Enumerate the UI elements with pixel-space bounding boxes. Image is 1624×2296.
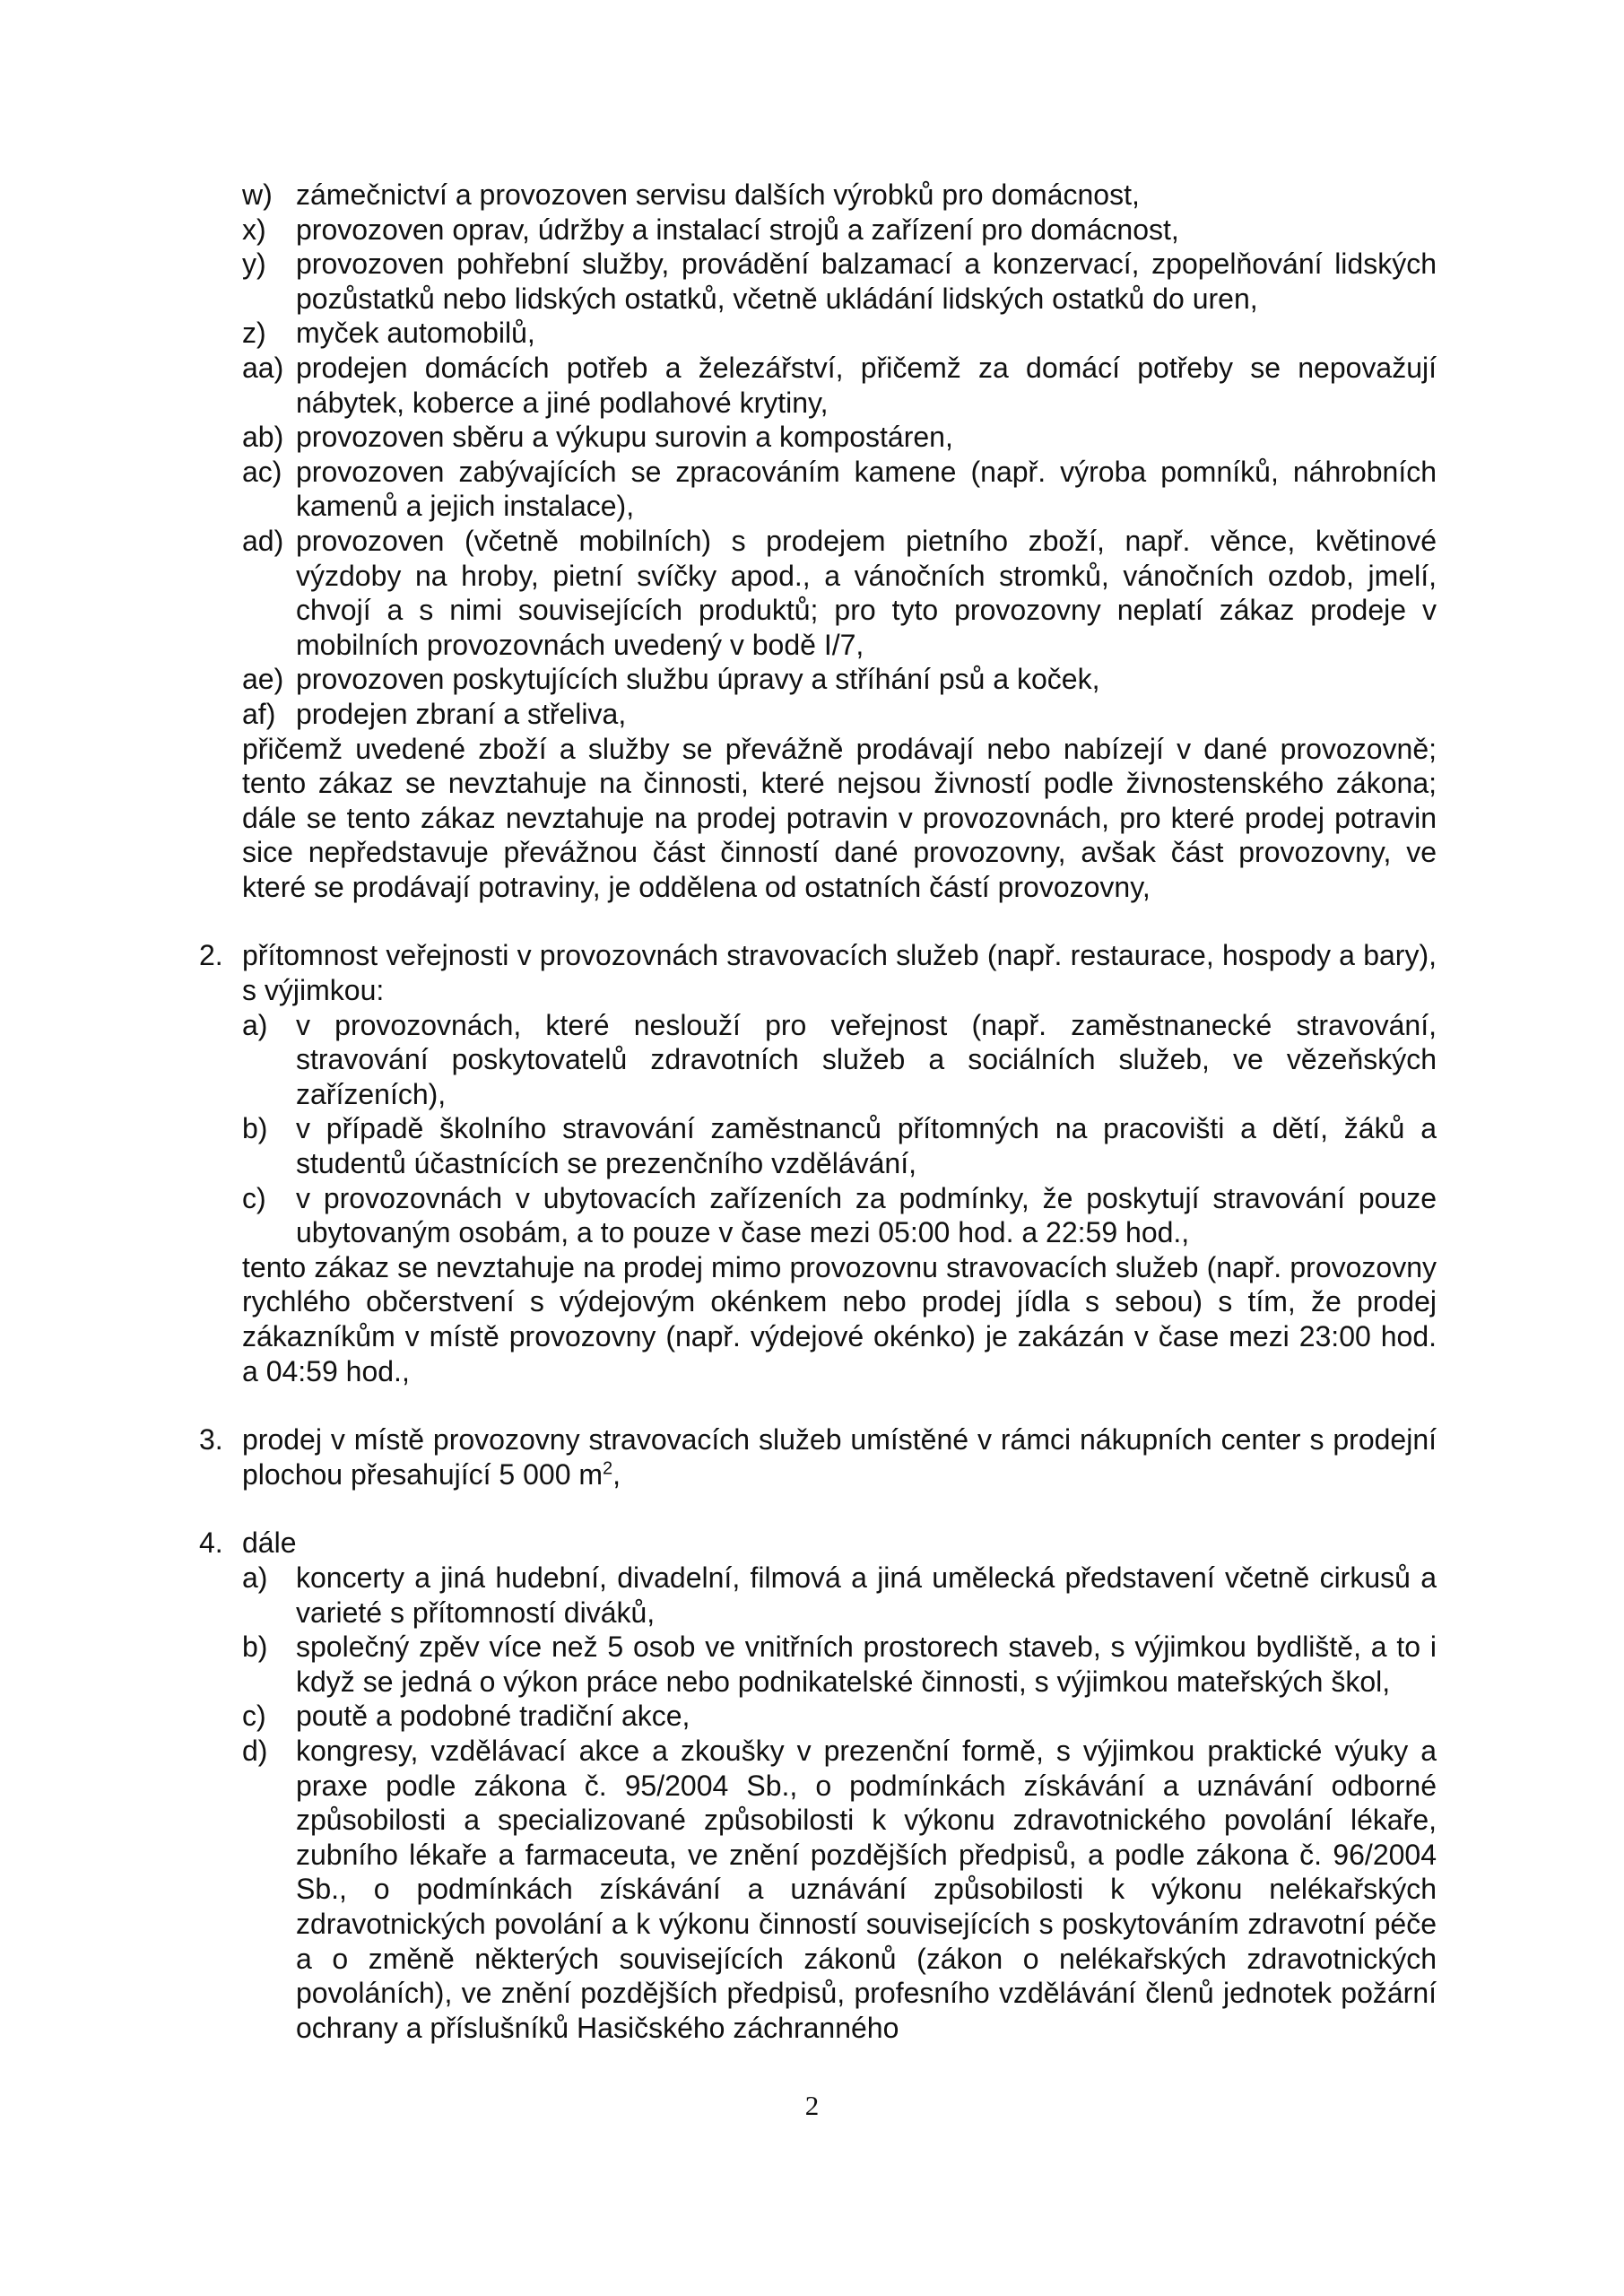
list-item-text: v provozovnách, které neslouží pro veřejnost (např. zaměstnanecké stravování, stravování poskytovatelů zdravotních služeb a sociálních služeb, ve vězeňských zařízeních),: [296, 1008, 1437, 1110]
list-item-label: a): [242, 1561, 268, 1594]
list-item-label: x): [242, 213, 266, 246]
superscript: 2: [603, 1458, 613, 1479]
list-item-label: z): [242, 317, 266, 350]
list-item: [242, 213, 1437, 248]
list-item: [242, 1111, 1437, 1180]
list-item: [242, 420, 1437, 455]
point-text-end: ,: [612, 1457, 621, 1491]
list-item-label: b): [242, 1112, 268, 1145]
list-item: [242, 1561, 1437, 1630]
list-item-label: ae): [242, 663, 284, 696]
list-item-label: c): [242, 1181, 266, 1214]
list-item-text: kongresy, vzdělávací akce a zkoušky v prezenční formě, s výjimkou praktické výuky a praxe podle zákona č. 95/2004 Sb., o podmínkách získávání a uznávání odborné způsobilosti a specializované způsobilosti k výkonu zdravotnického povolání lékaře, zubního lékaře a farmaceuta, ve znění pozdějších předpisů, a podle zákona č. 96/2004 Sb., o podmínkách získávání a uznávání způsobilosti k výkonu nelékařských zdravotnických povolání a k výkonu činností souvisejících s poskytováním zdravotní péče a o změně některých souvisejících zákonů (zákon o nelékařských zdravotnických povoláních), ve znění pozdějších předpisů, profesního vzdělávání členů jednotek požární ochrany a příslušníků Hasičského záchranného: [296, 1734, 1437, 2044]
numbered-point: [199, 1422, 1437, 1492]
list-item-text: provozoven (včetně mobilních) s prodejem pietního zboží, např. věnce, květinové výzdoby na hroby, pietní svíčky apod., a vánočních stromků, vánočních ozdob, jmelí, chvojí a s nimi souvisejících produktů; pro tyto provozovny neplatí zákaz prodeje v mobilních provozovnách uvedený v bodě I/7,: [296, 524, 1437, 661]
list-item-text: provozoven zabývajících se zpracováním kamene (např. výroba pomníků, náhrobních kamenů a jejich instalace),: [296, 455, 1437, 523]
list-item: [242, 1699, 1437, 1734]
list-item: [242, 178, 1437, 213]
list-item-text: provozoven sběru a výkupu surovin a kompostáren,: [296, 421, 953, 454]
list-item-label: b): [242, 1631, 268, 1664]
list-item-text: provozoven oprav, údržby a instalací strojů a zařízení pro domácnost,: [296, 213, 1179, 246]
point-number: 3.: [199, 1423, 223, 1457]
list-item-text: poutě a podobné tradiční akce,: [296, 1700, 690, 1733]
list-item-text: prodejen domácích potřeb a železářství, přičemž za domácí potřeby se nepovažují nábytek, koberce a jiné podlahové krytiny,: [296, 351, 1437, 419]
point-sublist: [242, 1008, 1437, 1250]
continued-list: [199, 178, 1437, 732]
point-number: 2.: [199, 939, 223, 972]
list-item: [242, 351, 1437, 420]
list-item-label: d): [242, 1734, 268, 1767]
list-item: [242, 1008, 1437, 1112]
list-item-text: provozoven poskytujících službu úpravy a stříhání psů a koček,: [296, 663, 1100, 696]
list-item: [242, 1734, 1437, 2045]
list-item: [242, 316, 1437, 351]
document-page: [199, 178, 1437, 2045]
list-item-label: aa): [242, 351, 284, 384]
list-item: [242, 247, 1437, 316]
point-intro: přítomnost veřejnosti v provozovnách stravovacích služeb (např. restaurace, hospody a bary), s výjimkou:: [242, 939, 1437, 1007]
list-item: [242, 1181, 1437, 1250]
point-sublist: [242, 1561, 1437, 2045]
numbered-point: [199, 938, 1437, 1388]
list-item-text: koncerty a jiná hudební, divadelní, filmová a jiná umělecká představení včetně cirkusů a varieté s přítomností diváků,: [296, 1561, 1437, 1629]
continued-list-tail: přičemž uvedené zboží a služby se převážně prodávají nebo nabízejí v dané provozovně; tento zákaz se nevztahuje na činnosti, které nejsou živností podle živnostenského zákona; dále se tento zákaz nevztahuje na prodej potravin v provozovnách, pro které prodej potravin sice nepředstavuje převážnou část činností dané provozovny, avšak část provozovny, ve které se prodávají potraviny, je oddělena od ostatních částí provozovny,: [242, 732, 1437, 903]
list-item-text: provozoven pohřební služby, provádění balzamací a konzervací, zpopelňování lidských pozůstatků nebo lidských ostatků, včetně ukládání lidských ostatků do uren,: [296, 248, 1437, 315]
list-item: [242, 455, 1437, 524]
point-intro: dále: [242, 1526, 297, 1560]
list-item-label: a): [242, 1008, 268, 1041]
list-item-text: prodejen zbraní a střeliva,: [296, 697, 627, 730]
list-item-label: ab): [242, 421, 284, 454]
point-text: [242, 1422, 1437, 1492]
list-item-text: zámečnictví a provozoven servisu dalších výrobků pro domácnost,: [296, 178, 1140, 211]
list-item-label: y): [242, 248, 266, 281]
list-item-text: společný zpěv více než 5 osob ve vnitřních prostorech staveb, s výjimkou bydliště, a to i když se jedná o výkon práce nebo podnikatelské činnosti, s výjimkou mateřských škol,: [296, 1631, 1437, 1698]
list-item-label: ad): [242, 524, 284, 557]
point-number: 4.: [199, 1526, 223, 1560]
list-item: [242, 697, 1437, 732]
list-item: [242, 1630, 1437, 1699]
numbered-point: [199, 1526, 1437, 2045]
list-item-label: ac): [242, 455, 282, 488]
list-item-text: myček automobilů,: [296, 317, 535, 350]
list-item-text: v provozovnách v ubytovacích zařízeních za podmínky, že poskytují stravování pouze ubytovaným osobám, a to pouze v čase mezi 05:00 hod. a 22:59 hod.,: [296, 1181, 1437, 1249]
list-item-label: c): [242, 1700, 266, 1733]
list-item: [242, 662, 1437, 697]
list-item: [242, 524, 1437, 662]
list-item-label: af): [242, 697, 276, 730]
page-number: 2: [804, 2090, 820, 2121]
list-item-label: w): [242, 178, 273, 211]
point-tail: tento zákaz se nevztahuje na prodej mimo provozovnu stravovacích služeb (např. provozovny rychlého občerstvení s výdejovým okénkem nebo prodej jídla s sebou) s tím, že prodej zákazníkům v místě provozovny (např. výdejové okénko) je zakázán v čase mezi 23:00 hod. a 04:59 hod.,: [242, 1250, 1437, 1387]
point-text-main: prodej v místě provozovny stravovacích služeb umístěné v rámci nákupních center s prodejní plochou přesahující 5 000 m: [242, 1423, 1437, 1491]
list-item-text: v případě školního stravování zaměstnanců přítomných na pracovišti a dětí, žáků a studentů účastnících se prezenčního vzdělávání,: [296, 1112, 1437, 1180]
